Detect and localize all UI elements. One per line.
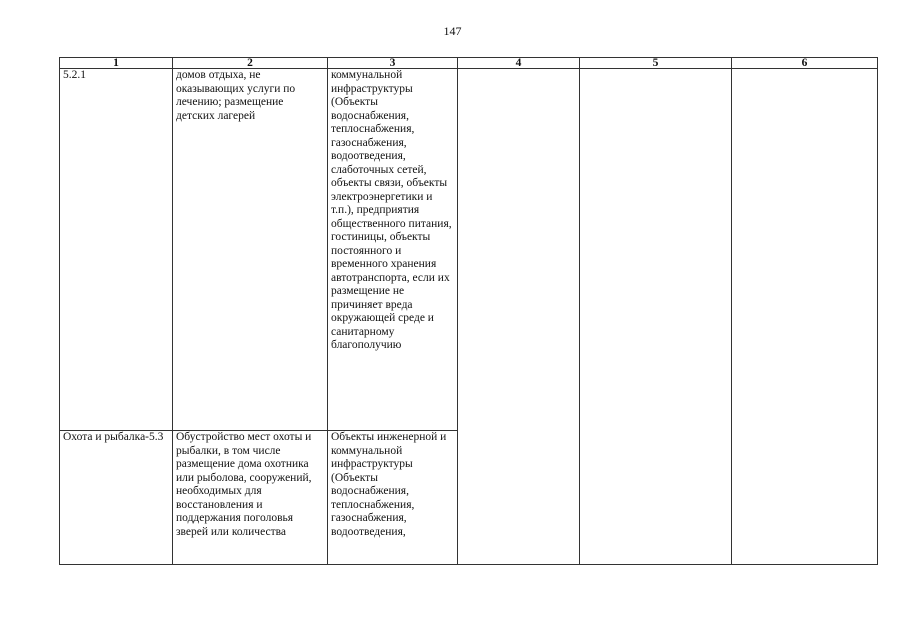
table-cell-code (60, 69, 173, 431)
column-header-3: 3 (328, 58, 458, 69)
table-cell-col4 (458, 69, 580, 565)
table-cell-objects (328, 69, 458, 431)
table-cell-col6 (732, 69, 878, 565)
cell-text: коммунальной инфраструктуры (Объекты водоснабжения, теплоснабжения, газоснабжения, водоотведения, слаботочных сетей, объекты связи, объекты электроэнергетики и т.п.), предприятия общественного питания, гостиницы, объекты постоянного и временного хранения автотранспорта, если их размещение не причиняет вреда окружающей среде и санитарному благополучию (331, 69, 452, 351)
land-use-table (59, 57, 878, 565)
column-header-1: 1 (60, 58, 173, 69)
cell-text: Охота и рыбалка-5.3 (63, 431, 164, 443)
cell-text: Обустройство мест охоты и рыбалки, в том числе размещение дома охотника или рыболова, сооружений, необходимых для восстановления и поддержания поголовья зверей или количества (176, 431, 312, 538)
cell-text: 5.2.1 (63, 69, 86, 81)
column-header-5: 5 (580, 58, 732, 69)
table-row (60, 69, 878, 431)
column-header-2: 2 (173, 58, 328, 69)
table-cell-col5 (580, 69, 732, 565)
cell-text: домов отдыха, не оказывающих услуги по лечению; размещение детских лагерей (176, 69, 296, 122)
table-cell-code (60, 431, 173, 565)
cell-text: Объекты инженерной и коммунальной инфраструктуры (Объекты водоснабжения, теплоснабжения, газоснабжения, водоотведения, (331, 431, 447, 538)
table-cell-objects (328, 431, 458, 565)
page-number: 147 (443, 24, 462, 38)
column-header-4: 4 (458, 58, 580, 69)
table-header-row (60, 58, 878, 69)
column-header-6: 6 (732, 58, 878, 69)
table-cell-description (173, 431, 328, 565)
table-cell-description (173, 69, 328, 431)
